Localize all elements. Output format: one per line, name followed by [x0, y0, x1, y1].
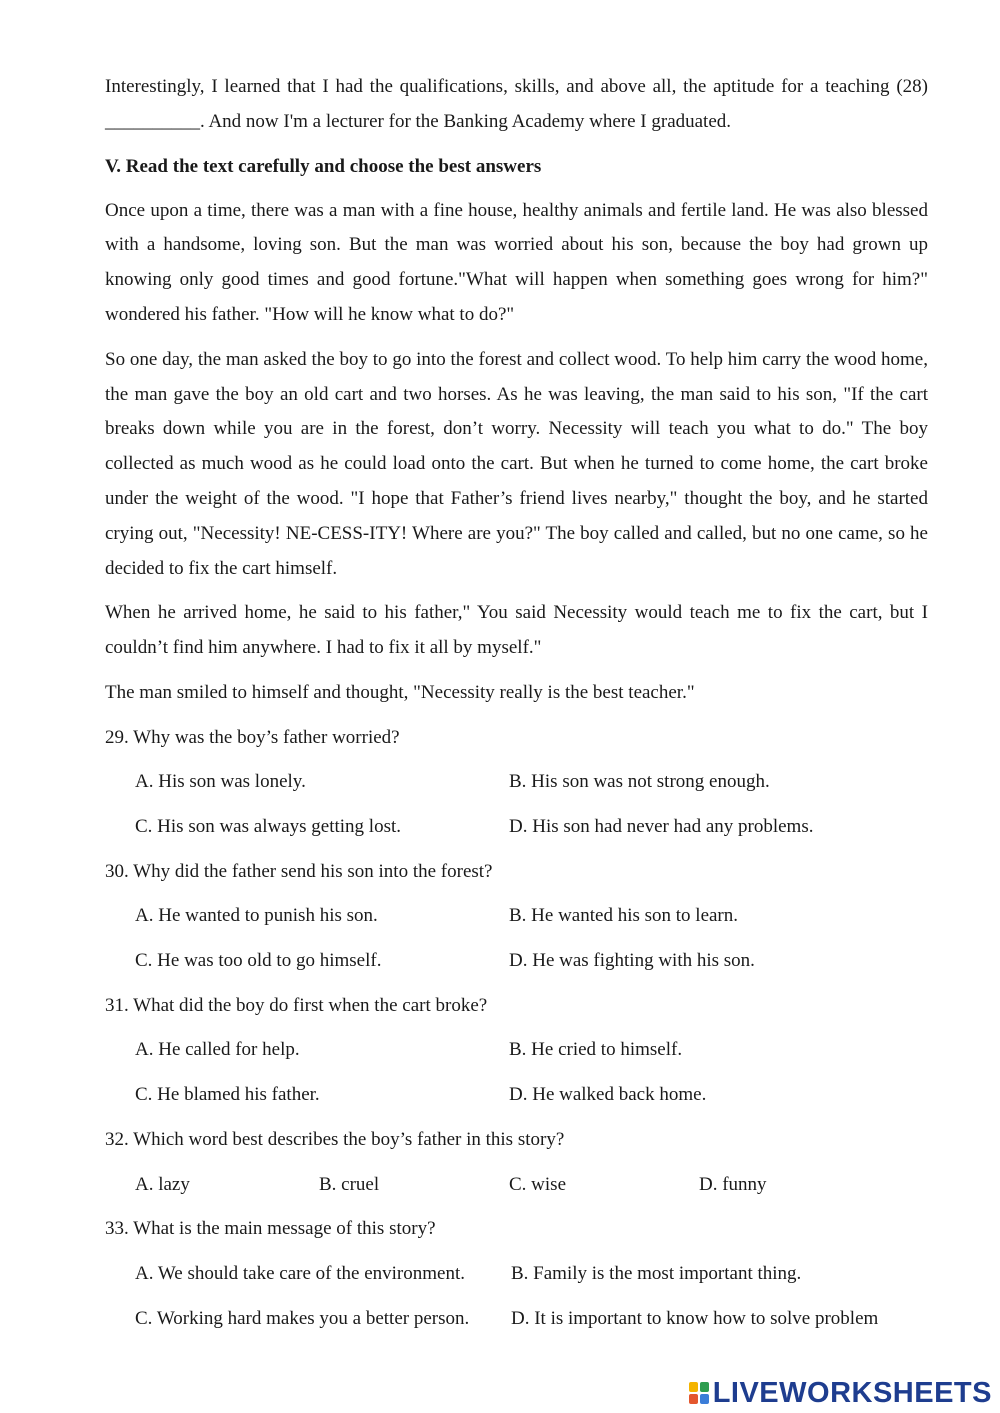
question-31-option-b[interactable]: B. He cried to himself. [509, 1039, 683, 1061]
story-paragraph-4: The man smiled to himself and thought, "Necessity really is the best teacher." [105, 681, 695, 703]
question-31-option-a[interactable]: A. He called for help. [135, 1039, 300, 1061]
question-31-options-row-1 [105, 1033, 928, 1067]
question-32-option-b[interactable]: B. cruel [319, 1173, 380, 1195]
question-29-option-a[interactable]: A. His son was lonely. [135, 771, 306, 793]
question-33-option-a[interactable]: A. We should take care of the environment. [135, 1262, 465, 1284]
liveworksheets-logo-icon [689, 1382, 709, 1404]
question-33-option-d[interactable]: D. It is important to know how to solve problem [511, 1307, 879, 1329]
story-paragraph-1: Once upon a time, there was a man with a fine house, healthy animals and fertile land. He was also blessed with a handsome, loving son. But the man was worried about his son, because the boy had grown up knowing only good times and good fortune."What will happen when something goes wrong for him?" wondered his father. "How will he know what to do?" [105, 199, 928, 325]
liveworksheets-logo-text: LIVEWORKSHEETS [712, 1376, 992, 1409]
question-32-option-d[interactable]: D. funny [699, 1173, 767, 1195]
question-31-options-row-2 [105, 1078, 928, 1112]
question-33-option-b[interactable]: B. Family is the most important thing. [511, 1262, 802, 1284]
worksheet-page [105, 70, 928, 1346]
section-heading: V. Read the text carefully and choose the best answers [105, 155, 542, 177]
question-33: 33. What is the main message of this story? [105, 1218, 436, 1240]
question-32-option-a[interactable]: A. lazy [135, 1173, 190, 1195]
question-29-option-c[interactable]: C. His son was always getting lost. [135, 816, 401, 838]
question-29: 29. Why was the boy’s father worried? [105, 726, 400, 748]
liveworksheets-logo [689, 1377, 992, 1409]
question-29-options-row-2 [105, 810, 928, 844]
question-32-options-row [105, 1168, 928, 1202]
question-33-options-row-1 [105, 1257, 928, 1291]
question-29-option-d[interactable]: D. His son had never had any problems. [509, 816, 814, 838]
intro-paragraph: Interestingly, I learned that I had the qualifications, skills, and above all, the aptitude for a teaching (28) __________. And now I'm a lecturer for the Banking Academy where I graduated. [105, 76, 928, 132]
question-31-option-d[interactable]: D. He walked back home. [509, 1084, 707, 1106]
question-30-options-row-2 [105, 944, 928, 978]
question-32-option-c[interactable]: C. wise [509, 1173, 566, 1195]
question-31: 31. What did the boy do first when the cart broke? [105, 994, 488, 1016]
story-paragraph-3: When he arrived home, he said to his father," You said Necessity would teach me to fix the cart, but I couldn’t find him anywhere. I had to fix it all by myself." [105, 602, 928, 659]
question-30-options-row-1 [105, 899, 928, 933]
question-30: 30. Why did the father send his son into the forest? [105, 860, 493, 882]
question-30-option-a[interactable]: A. He wanted to punish his son. [135, 905, 378, 927]
story-paragraph-2: So one day, the man asked the boy to go into the forest and collect wood. To help him carry the wood home, the man gave the boy an old cart and two horses. As he was leaving, the man said to his son, "If the cart breaks down while you are in the forest, don’t worry. Necessity will teach you what to do." The boy collected as much wood as he could load onto the cart. But when he turned to come home, the cart broke under the weight of the wood. "I hope that Father’s friend lives nearby," thought the boy, and he started crying out, "Necessity! NE-CESS-ITY! Where are you?" The boy called and called, but no one came, so he decided to fix the cart himself. [105, 348, 928, 579]
question-33-options-row-2 [105, 1302, 928, 1336]
question-31-option-c[interactable]: C. He blamed his father. [135, 1084, 320, 1106]
question-29-option-b[interactable]: B. His son was not strong enough. [509, 771, 770, 793]
question-30-option-c[interactable]: C. He was too old to go himself. [135, 950, 382, 972]
question-33-option-c[interactable]: C. Working hard makes you a better person. [135, 1307, 470, 1329]
question-30-option-d[interactable]: D. He was fighting with his son. [509, 950, 755, 972]
question-29-options-row-1 [105, 765, 928, 799]
question-32: 32. Which word best describes the boy’s father in this story? [105, 1129, 565, 1151]
question-30-option-b[interactable]: B. He wanted his son to learn. [509, 905, 739, 927]
